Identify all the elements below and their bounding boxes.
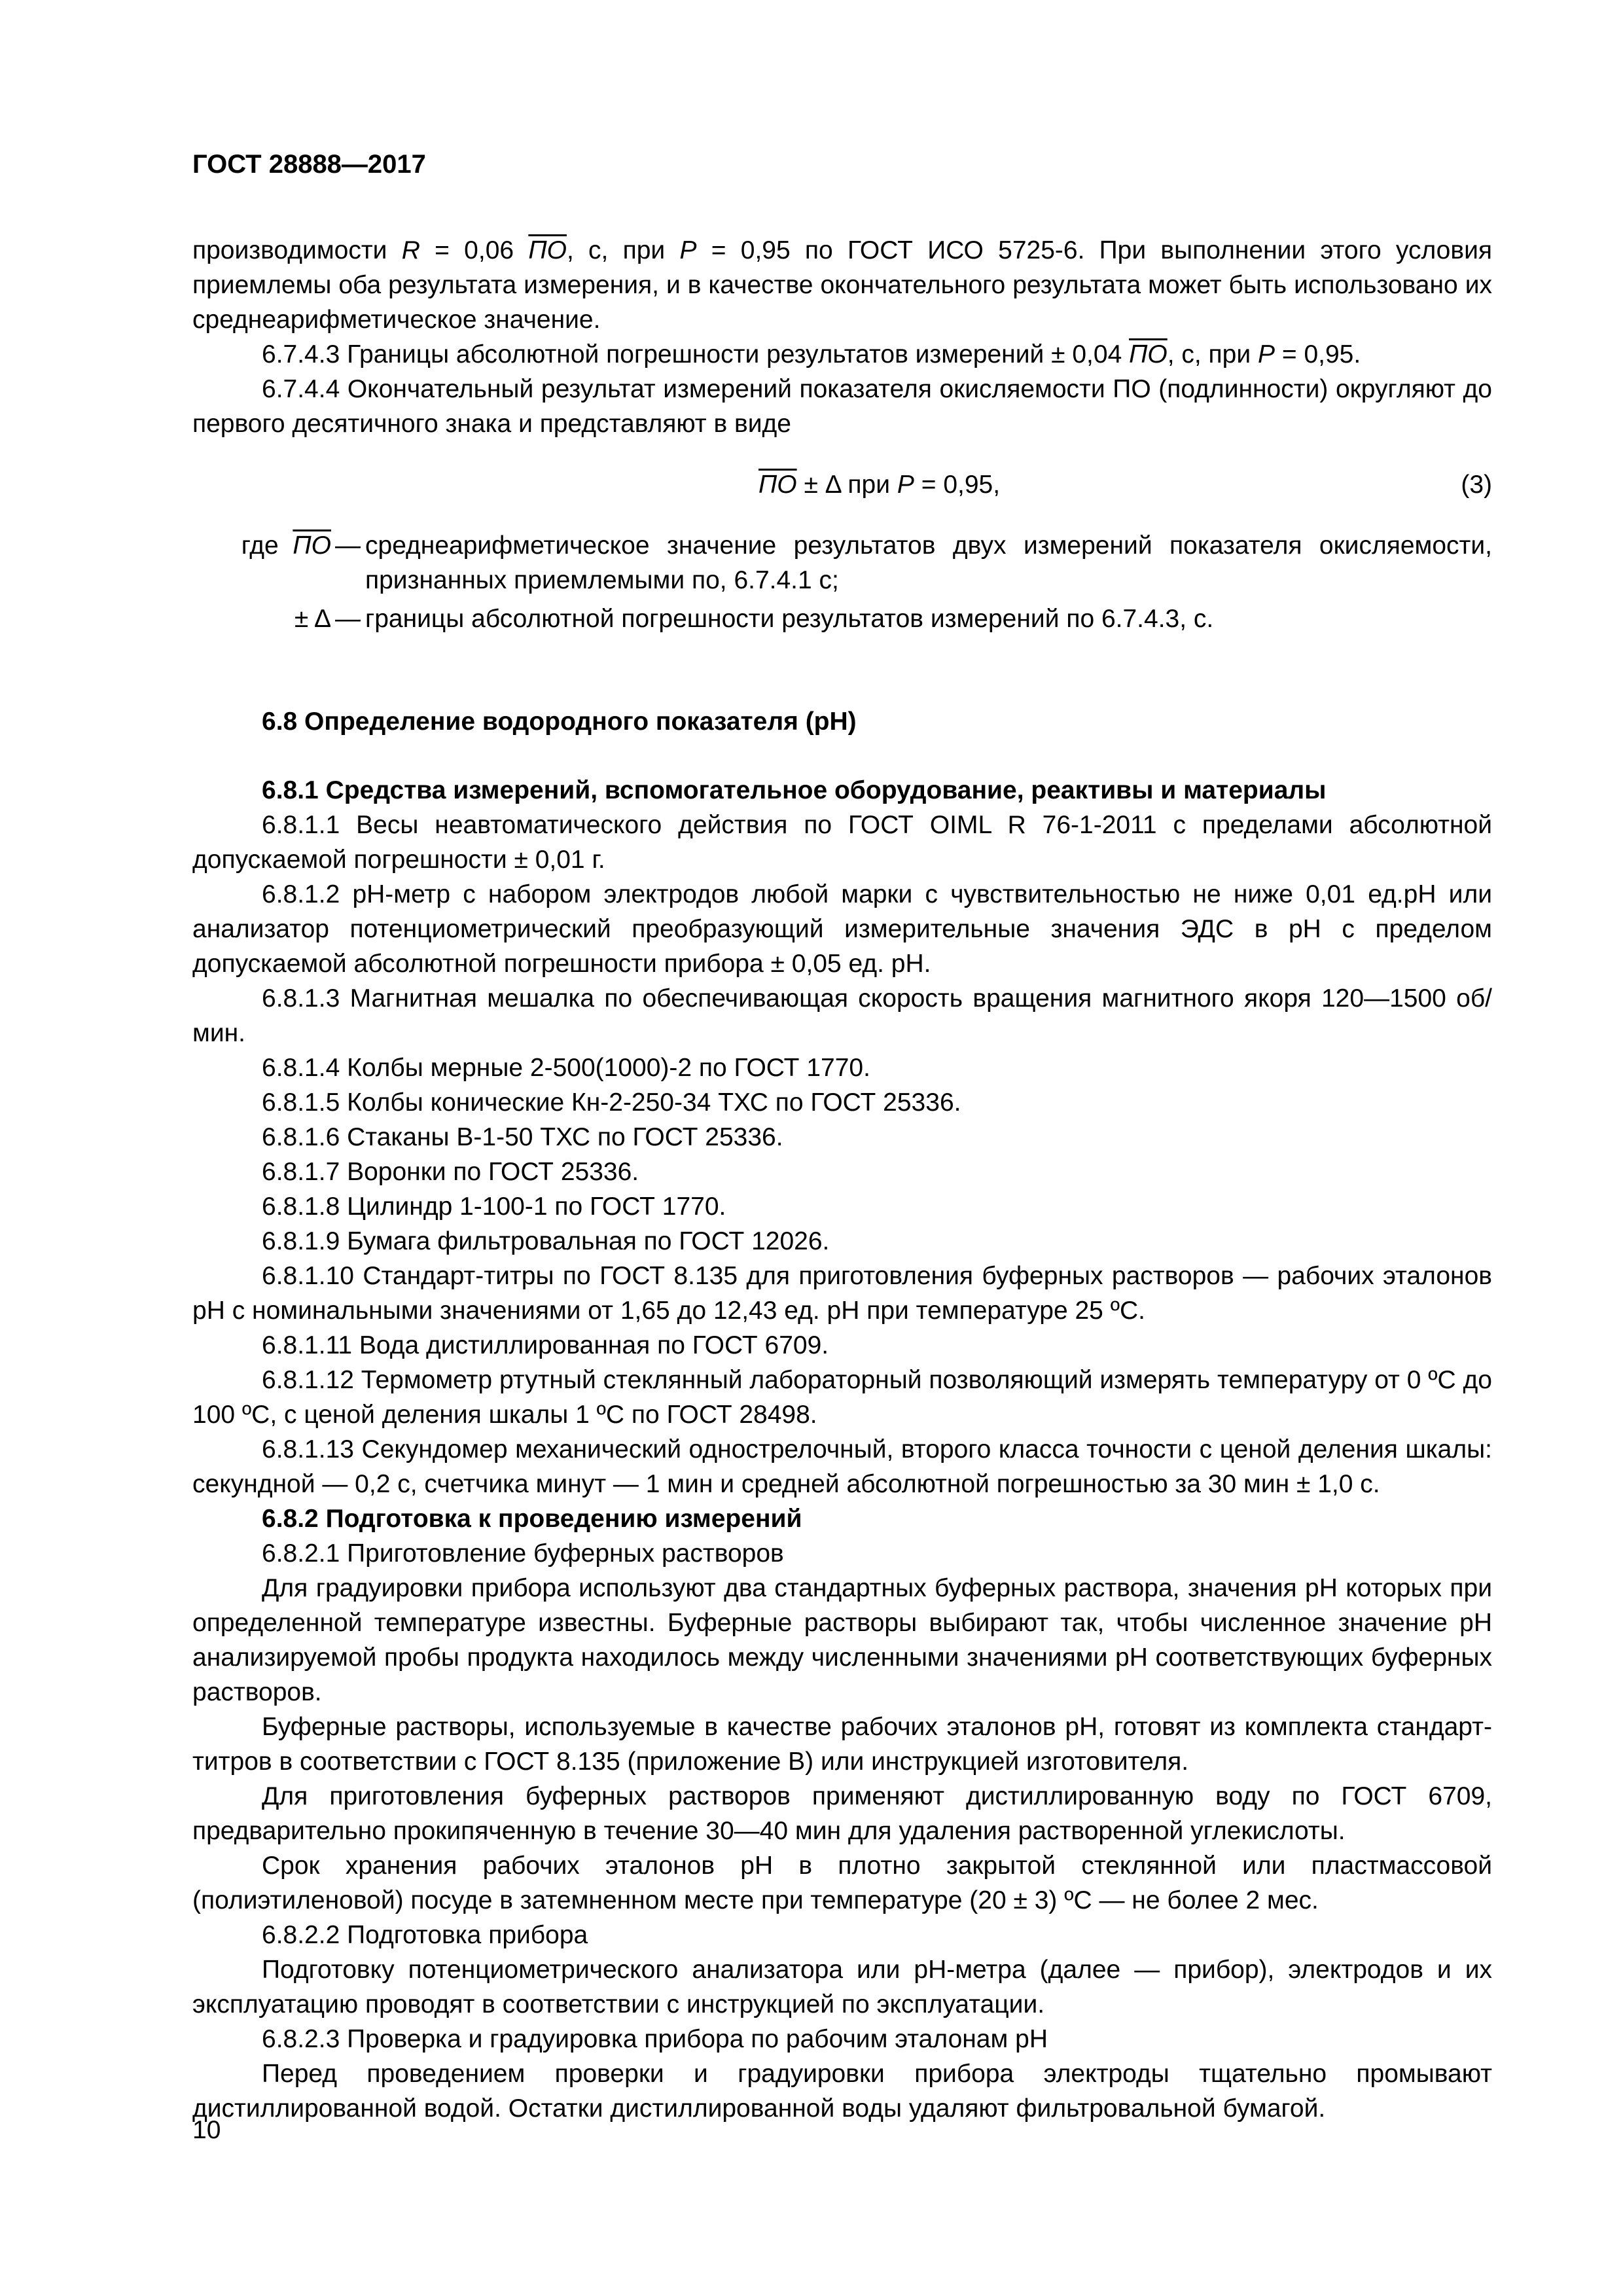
formula-expression: ПО ± Δ при P = 0,95, [758,471,1001,499]
list-item: 6.8.1.8 Цилиндр 1-100-1 по ГОСТ 1770. [262,1193,726,1221]
list-item: 6.8.1.12 Термометр ртутный стеклянный лабораторный позволяющий измерять температуру от 0 ºС до 100 ºС, с ценой деления шкалы 1 ºС по ГОСТ 28498. [192,1366,1492,1429]
list-item: 6.8.1.6 Стаканы В-1-50 ТХС по ГОСТ 25336. [262,1123,783,1151]
list-item: Для градуировки прибора используют два стандартных буферных раствора, значения pH которых при определенной температуре известны. Буферные растворы выбирают так, чтобы численное значение pH анализируемой пробы продукта находилось между численными значениями pH соответствующих буферных растворов. [192,1574,1492,1706]
intro-paragraph: производимости R = 0,06 ПО, с, при P = 0,95 по ГОСТ ИСО 5725-6. При выполнении этого условия приемлемы оба результата измерения, и в качестве окончательного результата может быть использовано их среднеарифметическое значение. [192,236,1492,334]
overline-po: ПО [1129,340,1168,368]
list-item: Перед проведением проверки и градуировки прибора электроды тщательно промывают дистиллированной водой. Остатки дистиллированной воды удаляют фильтровальной бумагой. [192,2060,1492,2123]
where-row: ± Δ — границы абсолютной погрешности результатов измерений по 6.7.4.3, с. [294,605,1214,633]
list-item: 6.8.1.9 Бумага фильтровальная по ГОСТ 12026. [262,1227,830,1255]
list-item: 6.8.1.7 Воронки по ГОСТ 25336. [262,1158,639,1186]
list-item: 6.8.1.5 Колбы конические Кн-2-250-34 ТХС по ГОСТ 25336. [262,1088,961,1117]
list-item: 6.8.1.2 pH-метр с набором электродов любой марки с чувствительностью не ниже 0,01 ед.pH или анализатор потенциометрический преобразующий измерительные значения ЭДС в pH с пределом допускаемой абсолютной погрешности прибора ± 0,05 ед. pH. [192,880,1492,978]
list-item: 6.8.1.1 Весы неавтоматического действия по ГОСТ OIML R 76-1-2011 с пределами абсолютной допускаемой погрешности ± 0,01 г. [192,811,1492,874]
list-item: 6.8.1.4 Колбы мерные 2-500(1000)-2 по ГОСТ 1770. [262,1054,870,1082]
where-block [192,528,1492,636]
page-number: 10 [192,2116,221,2144]
list-item: Подготовку потенциометрического анализатора или pH-метра (далее — прибор), электродов и их эксплуатацию проводят в соответствии с инструкцией по эксплуатации. [192,1956,1492,2018]
list-item: 6.8.2.2 Подготовка прибора [262,1921,588,1949]
paragraph-6-7-4-3: 6.7.4.3 Границы абсолютной погрешности результатов измерений ± 0,04 ПО, с, при P = 0,95. [262,340,1361,368]
list-item: 6.8.1.13 Секундомер механический однострелочный, второго класса точности с ценой деления шкалы: секундной — 0,2 с, счетчика минут — 1 мин и средней абсолютной погрешностью за 30 мин ± 1,0 с. [192,1435,1492,1498]
list-item: 6.8.2.1 Приготовление буферных растворов [262,1539,784,1568]
list-item: 6.8.2.3 Проверка и градуировка прибора по рабочим эталонам pH [262,2025,1048,2053]
subsection-heading-6-8-2: 6.8.2 Подготовка к проведению измерений [262,1505,802,1533]
list-item: 6.8.1.3 Магнитная мешалка по обеспечивающая скорость вращения магнитного якоря 120—1500 об/мин. [192,984,1492,1047]
list-item: Срок хранения рабочих эталонов pH в плотно закрытой стеклянной или пластмассовой (полиэтиленовой) посуде в затемненном месте при температуре (20 ± 3) ºС — не более 2 мес. [192,1852,1492,1914]
document-page [192,148,1492,2126]
paragraph-6-7-4-4: 6.7.4.4 Окончательный результат измерений показателя окисляемости ПО (подлинности) округляют до первого десятичного знака и представляют в виде [192,375,1492,438]
formula-number: (3) [1461,471,1492,499]
list-item: Буферные растворы, используемые в качестве рабочих эталонов pH, готовят из комплекта стандарт-титров в соответствии с ГОСТ 8.135 (приложение В) или инструкцией изготовителя. [192,1713,1492,1776]
formula-3 [192,467,1492,502]
subsection-heading-6-8-1: 6.8.1 Средства измерений, вспомогательное оборудование, реактивы и материалы [262,776,1327,804]
section-heading-6-8: 6.8 Определение водородного показателя (pH) [262,708,857,736]
where-row: где ПО — среднеарифметическое значение результатов двух измерений показателя окисляемости, признанных приемлемыми по, 6.7.4.1 с; [241,531,1492,594]
list-item: 6.8.1.11 Вода дистиллированная по ГОСТ 6709. [262,1331,829,1359]
list-item: 6.8.1.10 Стандарт-титры по ГОСТ 8.135 для приготовления буферных растворов — рабочих эталонов pH с номинальными значениями от 1,65 до 12,43 ед. pH при температуре 25 ºС. [192,1262,1492,1325]
document-header: ГОСТ 28888—2017 [192,150,426,179]
overline-po: ПО [528,236,567,264]
list-item: Для приготовления буферных растворов применяют дистиллированную воду по ГОСТ 6709, предварительно прокипяченную в течение 30—40 мин для удаления растворенной углекислоты. [192,1782,1492,1845]
